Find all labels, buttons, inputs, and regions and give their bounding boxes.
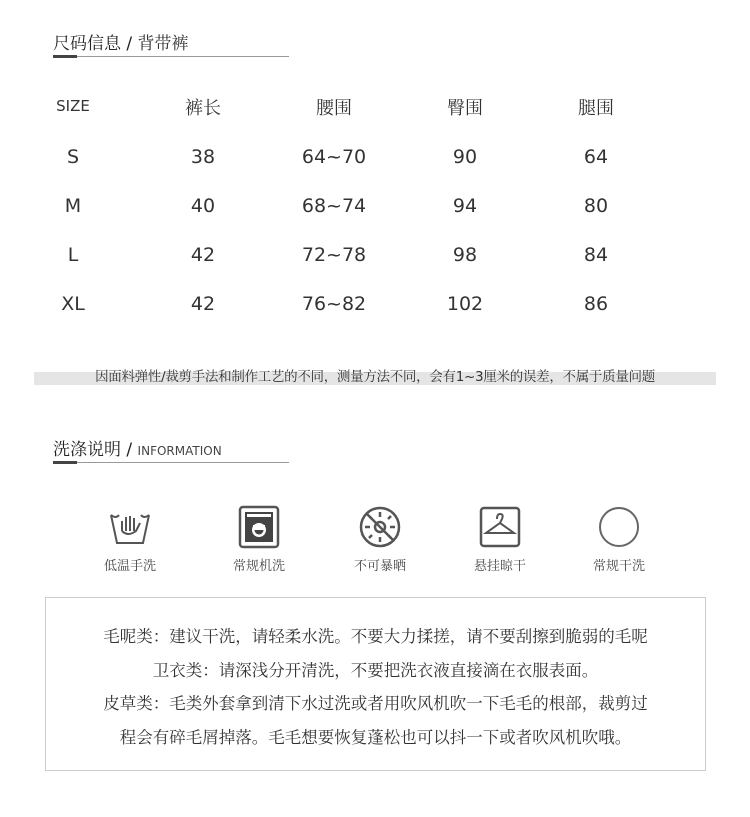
no-sun-icon bbox=[358, 505, 402, 549]
table-cell: 68~74 bbox=[301, 195, 367, 217]
table-cell: 64~70 bbox=[301, 146, 367, 168]
hand-wash-icon bbox=[108, 505, 152, 549]
care-subtitle: INFORMATION bbox=[137, 444, 222, 458]
divider-accent bbox=[53, 55, 77, 58]
title-separator: / bbox=[126, 34, 133, 54]
table-cell: L bbox=[67, 244, 79, 266]
divider-accent bbox=[53, 461, 77, 464]
table-cell: 72~78 bbox=[301, 244, 367, 266]
care-section-title bbox=[53, 435, 222, 460]
table-cell: 80 bbox=[583, 195, 609, 217]
column-header: 腰围 bbox=[316, 98, 352, 119]
table-cell: 84 bbox=[583, 244, 609, 266]
care-label: 不可暴晒 bbox=[353, 559, 406, 574]
table-cell: M bbox=[64, 195, 82, 217]
title-separator: / bbox=[126, 440, 133, 460]
divider bbox=[53, 56, 289, 57]
column-header: 臀围 bbox=[447, 98, 483, 119]
table-cell: 76~82 bbox=[301, 293, 367, 315]
table-cell: 40 bbox=[190, 195, 216, 217]
care-title: 洗涤说明 bbox=[53, 440, 121, 460]
table-cell: 64 bbox=[583, 146, 609, 168]
care-item-no-sun bbox=[325, 505, 435, 574]
size-subtitle: 背带裤 bbox=[137, 34, 189, 54]
column-header: 裤长 bbox=[185, 98, 221, 119]
care-item-hang-dry bbox=[445, 505, 555, 574]
care-label: 常规干洗 bbox=[592, 559, 645, 574]
table-cell: 98 bbox=[452, 244, 478, 266]
table-cell: 90 bbox=[452, 146, 478, 168]
care-label: 低温手洗 bbox=[103, 559, 156, 574]
care-text-line: 毛呢类：建议干洗，请轻柔水洗。不要大力揉搓，请不要刮擦到脆弱的毛呢 bbox=[103, 627, 648, 646]
table-cell: XL bbox=[61, 293, 85, 315]
care-label: 悬挂晾干 bbox=[473, 559, 526, 574]
table-cell: 38 bbox=[190, 146, 216, 168]
table-cell: 42 bbox=[190, 244, 216, 266]
care-item-dry-clean bbox=[564, 505, 674, 574]
column-header: 腿围 bbox=[578, 98, 614, 119]
table-cell: 94 bbox=[452, 195, 478, 217]
measurement-note: 因面料弹性/裁剪手法和制作工艺的不同，测量方法不同，会有1~3厘米的误差，不属于质量问题 bbox=[95, 369, 655, 385]
size-section-title bbox=[53, 29, 189, 54]
washing-machine-icon bbox=[237, 505, 281, 549]
size-title: 尺码信息 bbox=[53, 34, 121, 54]
care-item-machine-wash bbox=[204, 505, 314, 574]
care-label: 常规机洗 bbox=[232, 559, 285, 574]
care-item-hand-wash bbox=[75, 505, 185, 574]
table-cell: S bbox=[66, 146, 80, 168]
care-text-line: 卫衣类：请深浅分开清洗，不要把洗衣液直接滴在衣服表面。 bbox=[152, 660, 599, 680]
divider bbox=[53, 462, 289, 463]
care-text-line: 程会有碎毛屑掉落。毛毛想要恢复蓬松也可以抖一下或者吹风机吹哦。 bbox=[119, 727, 632, 747]
column-header: SIZE bbox=[56, 97, 90, 115]
table-cell: 42 bbox=[190, 293, 216, 315]
hanger-icon bbox=[478, 505, 522, 549]
care-instructions-box bbox=[45, 597, 706, 771]
dry-clean-icon bbox=[597, 505, 641, 549]
table-cell: 86 bbox=[583, 293, 609, 315]
table-cell: 102 bbox=[446, 293, 484, 315]
care-text-line: 皮草类：毛类外套拿到清下水过洗或者用吹风机吹一下毛毛的根部，裁剪过 bbox=[103, 694, 648, 713]
